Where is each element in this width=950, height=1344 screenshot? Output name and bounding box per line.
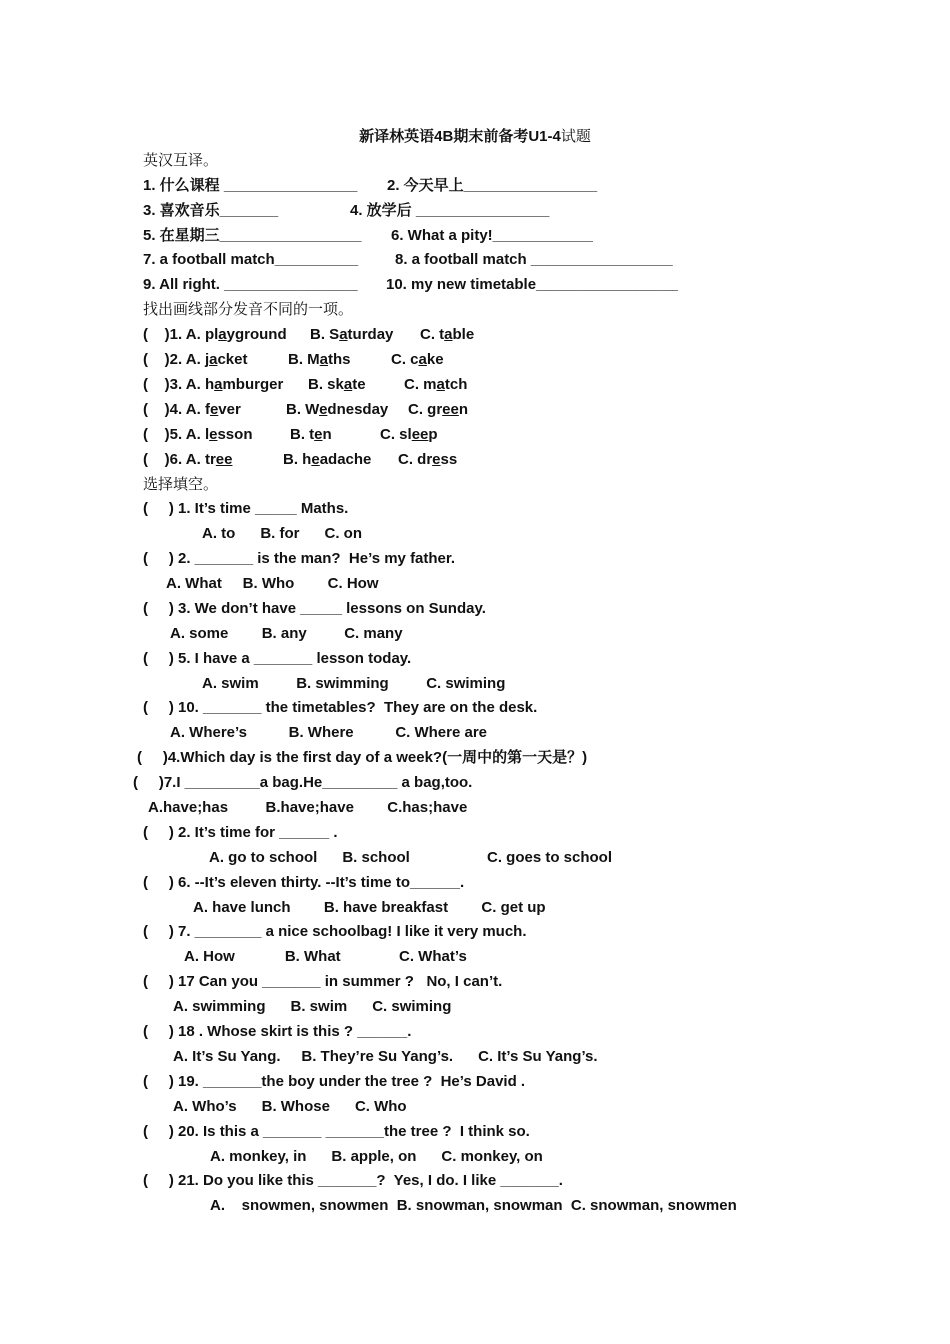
title-main: 新译林英语4B期末前备考U1-4 (359, 128, 561, 145)
word-pre: C. dr (398, 451, 433, 468)
question-18: ( ) 18 . Whose skirt is this ? ______. (143, 1023, 412, 1040)
phonics-option-c (398, 450, 457, 470)
s1-item-right: 4. 放学后 ________________ (350, 202, 550, 219)
underlined-letters: ee (411, 426, 429, 443)
word-rest: sson (217, 426, 253, 443)
word-pre: C. sl (380, 426, 412, 443)
phonics-option-c (380, 425, 438, 445)
word-pre: B. h (283, 451, 312, 468)
word-rest: cket (217, 351, 248, 368)
phonics-row (143, 425, 252, 445)
page-title (0, 125, 950, 146)
underlined-letters: a (209, 351, 218, 368)
question-1-options: A. to B. for C. on (202, 525, 362, 542)
question-6-options: A. have lunch B. have breakfast C. get up (193, 899, 546, 916)
s1-item-left: 7. a football match__________ (143, 251, 359, 268)
word-pre: C. c (391, 351, 419, 368)
word-pre: C. m (404, 376, 437, 393)
word-rest: n (458, 401, 469, 418)
question-20-options: A. monkey, in B. apple, on C. monkey, on (210, 1148, 543, 1165)
underlined-letters: ee (442, 401, 459, 418)
phonics-option-c (408, 400, 468, 420)
underlined-letters: a (214, 376, 223, 393)
question-2: ( ) 2. _______ is the man? He’s my father. (143, 550, 456, 567)
underlined-letters: e (319, 401, 328, 418)
question-3: ( ) 3. We don’t have _____ lessons on Sunday. (143, 600, 486, 617)
underlined-letters: ee (215, 451, 233, 468)
phonics-option-c (404, 375, 467, 395)
row-number: ( )3. A. h (143, 376, 215, 393)
question-21: ( ) 21. Do you like this _______? Yes, I do. I like _______. (143, 1172, 563, 1189)
phonics-option-b (310, 325, 393, 345)
question-4-week: ( )4.Which day is the first day of a week?(一周中的第一天是？) (137, 749, 588, 766)
phonics-option-c (420, 325, 474, 345)
section3-heading: 选择填空。 (143, 476, 219, 493)
phonics-row (143, 325, 287, 345)
word-rest: dnesday (327, 401, 389, 418)
question-2b: ( ) 2. It’s time for ______ . (143, 824, 338, 841)
question-20: ( ) 20. Is this a _______ _______the tree ? I think so. (143, 1123, 530, 1140)
s1-item-right: 10. my new timetable_________________ (386, 276, 678, 293)
word-rest: ble (452, 326, 475, 343)
s1-item-right: 6. What a pity!____________ (391, 227, 593, 244)
question-17: ( ) 17 Can you _______ in summer ? No, I can’t. (143, 973, 503, 990)
question-3-options: A. some B. any C. many (170, 625, 403, 642)
question-18-options: A. It’s Su Yang. B. They’re Su Yang’s. C. It’s Su Yang’s. (173, 1048, 598, 1065)
word-rest: tch (444, 376, 468, 393)
question-6: ( ) 6. --It’s eleven thirty. --It’s time to______. (143, 874, 465, 891)
phonics-row (143, 400, 241, 420)
row-number: ( )6. A. tr (143, 451, 216, 468)
phonics-option-b (286, 400, 388, 420)
word-rest: ke (426, 351, 444, 368)
phonics-option-b (308, 375, 366, 395)
word-rest: p (428, 426, 438, 443)
phonics-option-b (290, 425, 332, 445)
underlined-letters: a (319, 351, 329, 368)
underlined-letters: e (432, 451, 441, 468)
question-2b-options: A. go to school B. school (209, 849, 410, 866)
s1-item-left: 1. 什么课程 ________________ (143, 177, 358, 194)
word-rest: yground (226, 326, 287, 343)
underlined-letters: a (343, 376, 353, 393)
question-19: ( ) 19. _______the boy under the tree ? He’s David . (143, 1073, 526, 1090)
question-7-i: ( )7.I _________a bag.He_________ a bag,too. (133, 774, 473, 791)
phonics-option-b (283, 450, 371, 470)
question-17-options: A. swimming B. swim C. swiming (173, 998, 452, 1015)
underlined-letters: a (436, 376, 445, 393)
word-rest: mburger (222, 376, 284, 393)
s1-item-left: 9. All right. ________________ (143, 276, 358, 293)
question-7-i-options: A.have;has B.have;have C.has;have (148, 799, 468, 816)
underlined-letters: a (218, 326, 227, 343)
underlined-letters: e (311, 451, 320, 468)
row-number: ( )1. A. pl (143, 326, 219, 343)
word-pre: C. t (420, 326, 445, 343)
question-7: ( ) 7. ________ a nice schoolbag! I like it very much. (143, 923, 527, 940)
question-10-options: A. Where’s B. Where C. Where are (170, 724, 488, 741)
question-5: ( ) 5. I have a _______ lesson today. (143, 650, 412, 667)
question-2b-option-c: C. goes to school (487, 849, 613, 866)
word-pre: B. sk (308, 376, 344, 393)
phonics-option-b (288, 350, 351, 370)
phonics-row (143, 450, 232, 470)
phonics-option-c (391, 350, 444, 370)
section1-heading: 英汉互译。 (143, 152, 219, 169)
word-pre: B. t (290, 426, 315, 443)
question-5-options: A. swim B. swimming C. swiming (202, 675, 506, 692)
word-pre: B. M (288, 351, 320, 368)
word-rest: turday (347, 326, 394, 343)
s1-item-right: 8. a football match _________________ (395, 251, 673, 268)
word-rest: adache (319, 451, 372, 468)
word-rest: te (352, 376, 366, 393)
row-number: ( )5. A. l (143, 426, 210, 443)
phonics-row (143, 350, 248, 370)
word-rest: ths (328, 351, 351, 368)
title-suffix: 试题 (560, 128, 591, 145)
phonics-row (143, 375, 283, 395)
word-pre: C. gr (408, 401, 443, 418)
s1-item-left: 3. 喜欢音乐_______ (143, 202, 279, 219)
underlined-letters: a (339, 326, 348, 343)
underlined-letters: a (444, 326, 453, 343)
word-pre: B. W (286, 401, 320, 418)
s1-item-left: 5. 在星期三_________________ (143, 227, 362, 244)
word-rest: ver (218, 401, 241, 418)
question-21-options: A. snowmen, snowmen B. snowman, snowman C. snowman, snowmen (210, 1197, 737, 1214)
s1-item-right: 2. 今天早上________________ (387, 177, 598, 194)
underlined-letters: e (209, 401, 219, 418)
underlined-letters: e (209, 426, 218, 443)
row-number: ( )2. A. j (143, 351, 210, 368)
underlined-letters: e (314, 426, 323, 443)
word-rest: n (322, 426, 332, 443)
word-pre: B. S (310, 326, 340, 343)
question-1: ( ) 1. It’s time _____ Maths. (143, 500, 349, 517)
question-7-options: A. How B. What C. What’s (184, 948, 467, 965)
underlined-letters: a (418, 351, 427, 368)
question-2-options: A. What B. Who C. How (166, 575, 379, 592)
question-19-options: A. Who’s B. Whose C. Who (173, 1098, 407, 1115)
section2-heading: 找出画线部分发音不同的一项。 (143, 301, 354, 318)
row-number: ( )4. A. f (143, 401, 210, 418)
word-rest: ss (440, 451, 458, 468)
question-10: ( ) 10. _______ the timetables? They are on the desk. (143, 699, 538, 716)
